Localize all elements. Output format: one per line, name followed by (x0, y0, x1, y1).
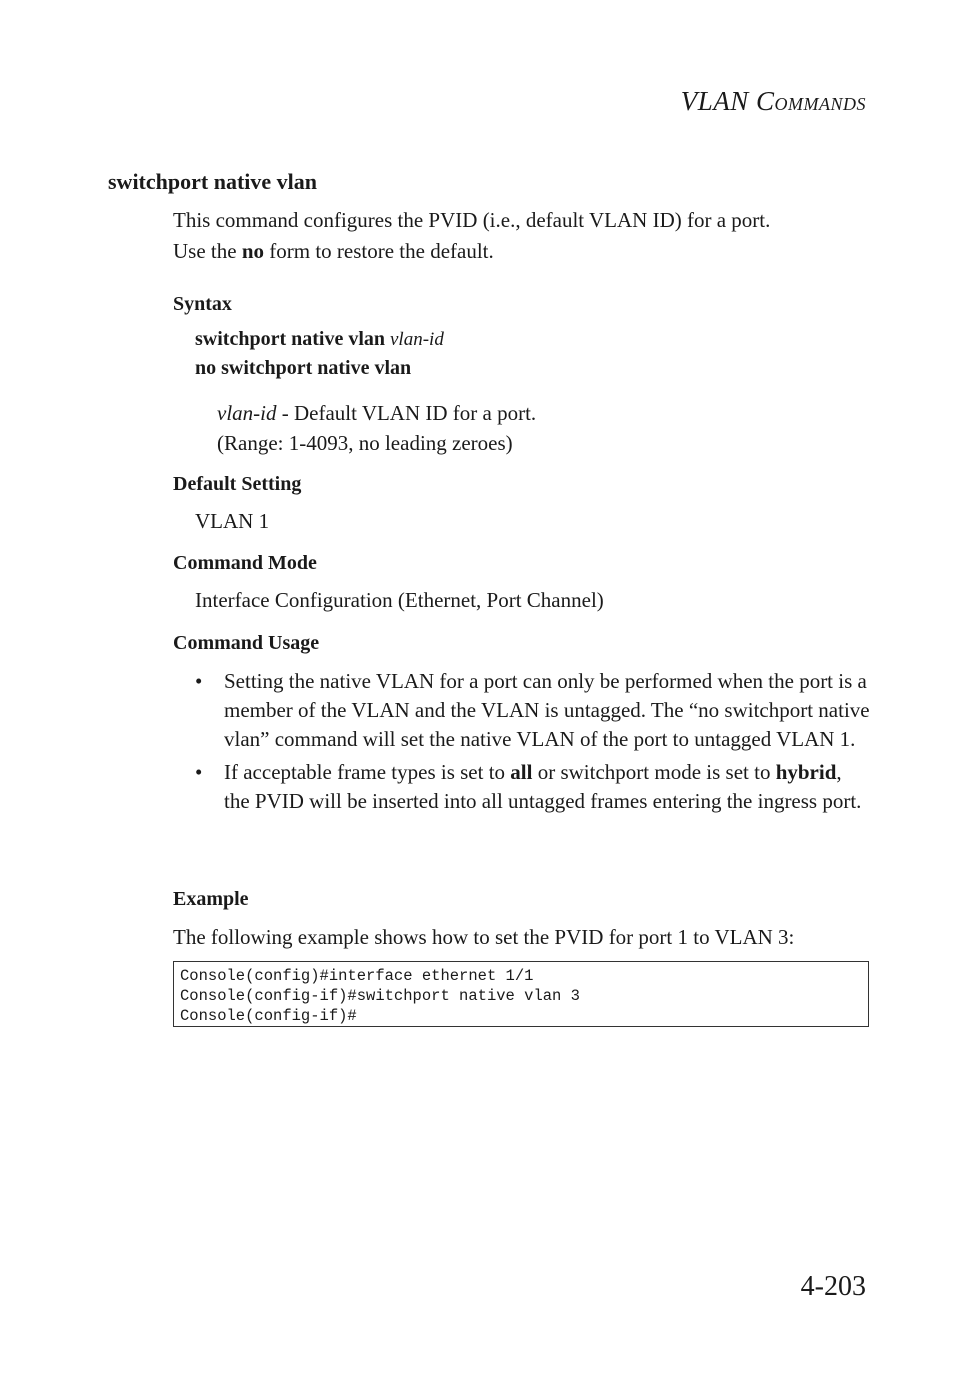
code-line: Console(config-if)# (180, 1007, 357, 1025)
list-item: • If acceptable frame types is set to all or switchport mode is set to hybrid, the PVID will be inserted into all untagged frames entering the ingress port. (195, 760, 862, 813)
list-item: • Setting the native VLAN for a port can only be performed when the port is a member of the VLAN and the VLAN is untagged. The “no switchport native vlan” command will set the native VLAN of the port to untagged VLAN 1. (195, 669, 870, 751)
command-usage-heading: Command Usage (173, 632, 320, 654)
command-mode-heading: Command Mode (173, 552, 317, 574)
parameter-description: vlan-id - Default VLAN ID for a port. (Range: 1-4093, no leading zeroes) (217, 401, 537, 455)
code-line: Console(config)#interface ethernet 1/1 (180, 967, 534, 985)
page-number: 4-203 (800, 1271, 866, 1302)
running-head: VLAN COMMANDS (680, 86, 866, 116)
default-setting-heading: Default Setting (173, 473, 302, 495)
command-mode-value: Interface Configuration (Ethernet, Port Channel) (195, 588, 604, 612)
syntax-line-2: no switchport native vlan (195, 357, 412, 379)
example-intro: The following example shows how to set the PVID for port 1 to VLAN 3: (173, 925, 795, 949)
syntax-line-1: switchport native vlan vlan-id (195, 328, 444, 350)
syntax-heading: Syntax (173, 293, 232, 315)
code-line: Console(config-if)#switchport native vlan 3 (180, 987, 580, 1005)
code-example (173, 961, 869, 1027)
example-heading: Example (173, 888, 249, 910)
command-title: switchport native vlan (108, 169, 317, 194)
default-setting-value: VLAN 1 (195, 509, 270, 533)
command-description: This command configures the PVID (i.e., default VLAN ID) for a port. Use the no form to restore the default. (173, 208, 771, 263)
command-usage-list (195, 667, 870, 820)
